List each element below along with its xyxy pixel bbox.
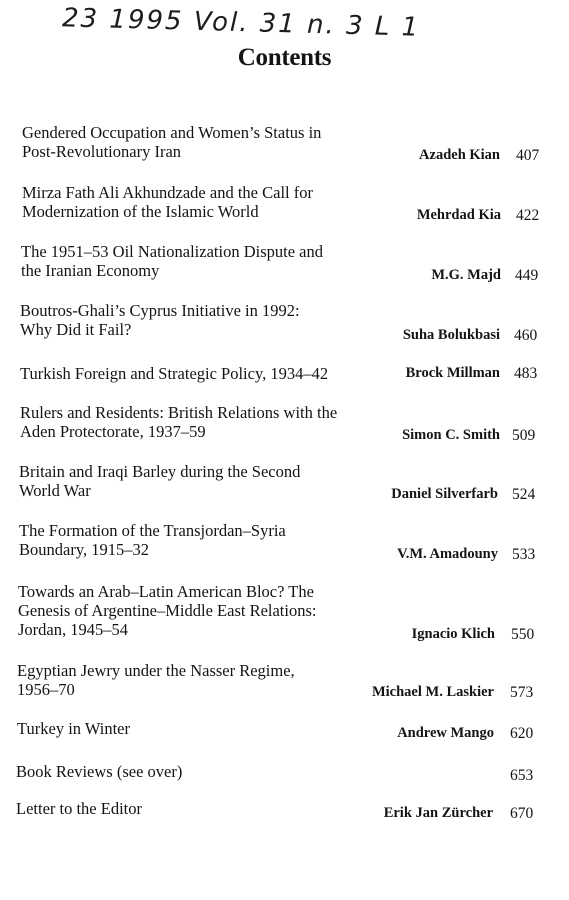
entry-author: V.M. Amadouny [397, 546, 498, 562]
entry-title: Letter to the Editor [16, 799, 142, 818]
entry-title: Mirza Fath Ali Akhundzade and the Call for Modernization of the Islamic World [22, 183, 313, 221]
entry-title: The Formation of the Transjordan–Syria Boundary, 1915–32 [19, 521, 286, 559]
entry-page-number: 483 [514, 365, 538, 382]
entry-page-number: 449 [515, 267, 539, 284]
entry-author: Daniel Silverfarb [391, 486, 498, 502]
entry-page-number: 407 [516, 147, 540, 164]
entry-page-number: 550 [511, 626, 535, 643]
entry-title: The 1951–53 Oil Nationalization Dispute and the Iranian Economy [21, 242, 323, 280]
entry-page-number: 670 [510, 805, 534, 822]
entry-title: Turkish Foreign and Strategic Policy, 1934–42 [20, 364, 329, 383]
handwritten-note: 23 1995 Vol. 31 n. 3 L 1 [61, 3, 421, 43]
entry-page-number: 620 [510, 725, 534, 742]
entry-author: Mehrdad Kia [416, 207, 501, 223]
entry-author: M.G. Majd [431, 267, 501, 283]
entry-author: Suha Bolukbasi [402, 327, 500, 343]
entry-author: Erik Jan Zürcher [383, 805, 493, 821]
entry-title: Towards an Arab–Latin American Bloc? The Genesis of Argentine–Middle East Relations: Jordan, 1945–54 [18, 582, 317, 639]
entry-title: Rulers and Residents: British Relations with the Aden Protectorate, 1937–59 [20, 403, 338, 441]
entry-page-number: 573 [510, 684, 534, 701]
entry-page-number: 653 [510, 767, 534, 784]
page-title: Contents [237, 44, 332, 71]
entry-title: Turkey in Winter [17, 719, 131, 738]
entry-title: Egyptian Jewry under the Nasser Regime, 1956–70 [17, 661, 295, 699]
entry-title: Book Reviews (see over) [16, 762, 183, 781]
entry-title: Britain and Iraqi Barley during the Second World War [19, 462, 301, 500]
entry-title: Boutros-Ghali’s Cyprus Initiative in 1992: Why Did it Fail? [20, 301, 300, 339]
entry-author: Simon C. Smith [402, 427, 500, 443]
entry-author: Ignacio Klich [411, 626, 495, 642]
entry-page-number: 422 [516, 207, 540, 224]
entry-title: Gendered Occupation and Women’s Status in Post-Revolutionary Iran [22, 123, 322, 161]
entry-author: Andrew Mango [397, 725, 494, 741]
entry-page-number: 524 [512, 486, 536, 503]
entry-page-number: 533 [512, 546, 536, 563]
entry-author: Brock Millman [405, 365, 500, 381]
entry-page-number: 460 [514, 327, 538, 344]
entry-page-number: 509 [512, 427, 536, 444]
entry-author: Azadeh Kian [419, 147, 500, 163]
entry-author: Michael M. Laskier [371, 684, 494, 700]
